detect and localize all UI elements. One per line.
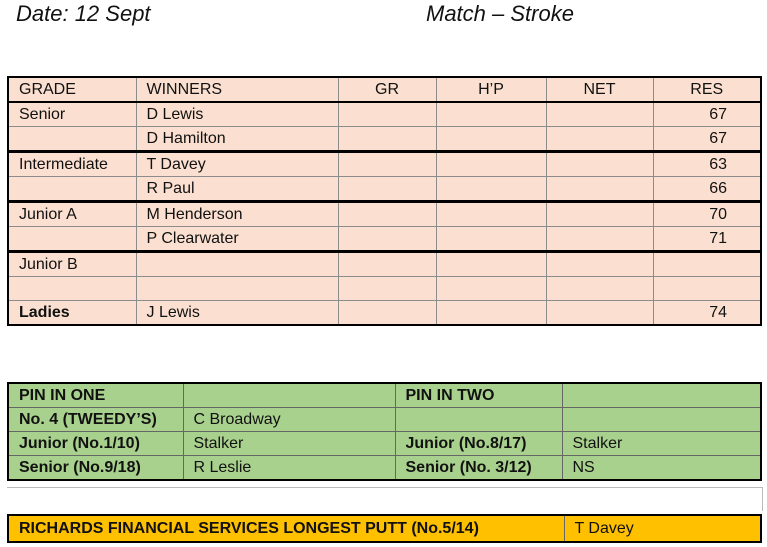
net-cell [546,152,653,177]
table-row [8,102,761,127]
hp-cell [436,152,546,177]
pin-two-hole-cell: Junior (No.8/17) [395,432,562,456]
table-row [8,432,761,456]
net-cell [546,102,653,127]
results-table [7,76,762,326]
results-header-row [8,77,761,102]
res-cell [653,277,761,301]
gr-cell [338,102,436,127]
net-cell [546,301,653,326]
table-row [8,301,761,326]
grade-cell [8,227,136,252]
res-cell: 63 [653,152,761,177]
gr-cell [338,227,436,252]
grade-cell: Intermediate [8,152,136,177]
longest-putt-row [8,515,761,542]
hp-cell [436,227,546,252]
table-row [8,227,761,252]
gr-cell [338,127,436,152]
gr-cell [338,252,436,277]
table-row [8,127,761,152]
res-cell: 71 [653,227,761,252]
pin-in-one-heading: PIN IN ONE [8,383,183,408]
grade-cell: Junior B [8,252,136,277]
winner-cell: J Lewis [136,301,338,326]
grade-cell [8,277,136,301]
net-cell [546,277,653,301]
column-header-winners: WINNERS [136,77,338,102]
column-header-hp: H’P [436,77,546,102]
winner-cell: P Clearwater [136,227,338,252]
hp-cell [436,102,546,127]
net-cell [546,202,653,227]
pin-two-winner-cell [562,408,761,432]
net-cell [546,252,653,277]
table-row [8,252,761,277]
table-row [8,408,761,432]
column-header-grade: GRADE [8,77,136,102]
pin-two-winner-cell: NS [562,456,761,481]
winner-cell [136,277,338,301]
table-row [8,202,761,227]
column-header-net: NET [546,77,653,102]
net-cell [546,127,653,152]
pin-header-blank [183,383,395,408]
pin-one-winner-cell: C Broadway [183,408,395,432]
hp-cell [436,127,546,152]
grade-cell [8,127,136,152]
grade-cell: Senior [8,102,136,127]
hp-cell [436,301,546,326]
table-row [8,456,761,481]
pin-two-hole-cell [395,408,562,432]
hp-cell [436,277,546,301]
winner-cell: D Hamilton [136,127,338,152]
longest-putt-winner: T Davey [564,515,761,542]
gr-cell [338,202,436,227]
gr-cell [338,301,436,326]
net-cell [546,227,653,252]
pin-one-hole-cell: Junior (No.1/10) [8,432,183,456]
match-type-heading: Match – Stroke [426,1,574,26]
hp-cell [436,252,546,277]
net-cell [546,177,653,202]
column-header-res: RES [653,77,761,102]
winner-cell: T Davey [136,152,338,177]
longest-putt-label: RICHARDS FINANCIAL SERVICES LONGEST PUTT (No.5/14) [8,515,564,542]
res-cell: 70 [653,202,761,227]
winner-cell: M Henderson [136,202,338,227]
pin-header-row [8,383,761,408]
winner-cell: D Lewis [136,102,338,127]
pin-header-blank [562,383,761,408]
hp-cell [436,202,546,227]
grade-cell: Ladies [8,301,136,326]
table-row [8,177,761,202]
date-heading: Date: 12 Sept [16,1,151,26]
separator-line [762,487,763,511]
column-header-gr: GR [338,77,436,102]
winner-cell: R Paul [136,177,338,202]
res-cell: 74 [653,301,761,326]
winner-cell [136,252,338,277]
longest-putt-table [7,514,762,543]
grade-cell [8,177,136,202]
separator-line [7,487,763,488]
pin-table [7,382,762,481]
pin-in-two-heading: PIN IN TWO [395,383,562,408]
hp-cell [436,177,546,202]
pin-one-hole-cell: Senior (No.9/18) [8,456,183,481]
table-row [8,277,761,301]
pin-one-winner-cell: R Leslie [183,456,395,481]
res-cell [653,252,761,277]
grade-cell: Junior A [8,202,136,227]
res-cell: 66 [653,177,761,202]
gr-cell [338,152,436,177]
pin-two-hole-cell: Senior (No. 3/12) [395,456,562,481]
gr-cell [338,277,436,301]
table-row [8,152,761,177]
gr-cell [338,177,436,202]
res-cell: 67 [653,127,761,152]
pin-one-winner-cell: Stalker [183,432,395,456]
pin-two-winner-cell: Stalker [562,432,761,456]
pin-one-hole-cell: No. 4 (TWEEDY’S) [8,408,183,432]
res-cell: 67 [653,102,761,127]
